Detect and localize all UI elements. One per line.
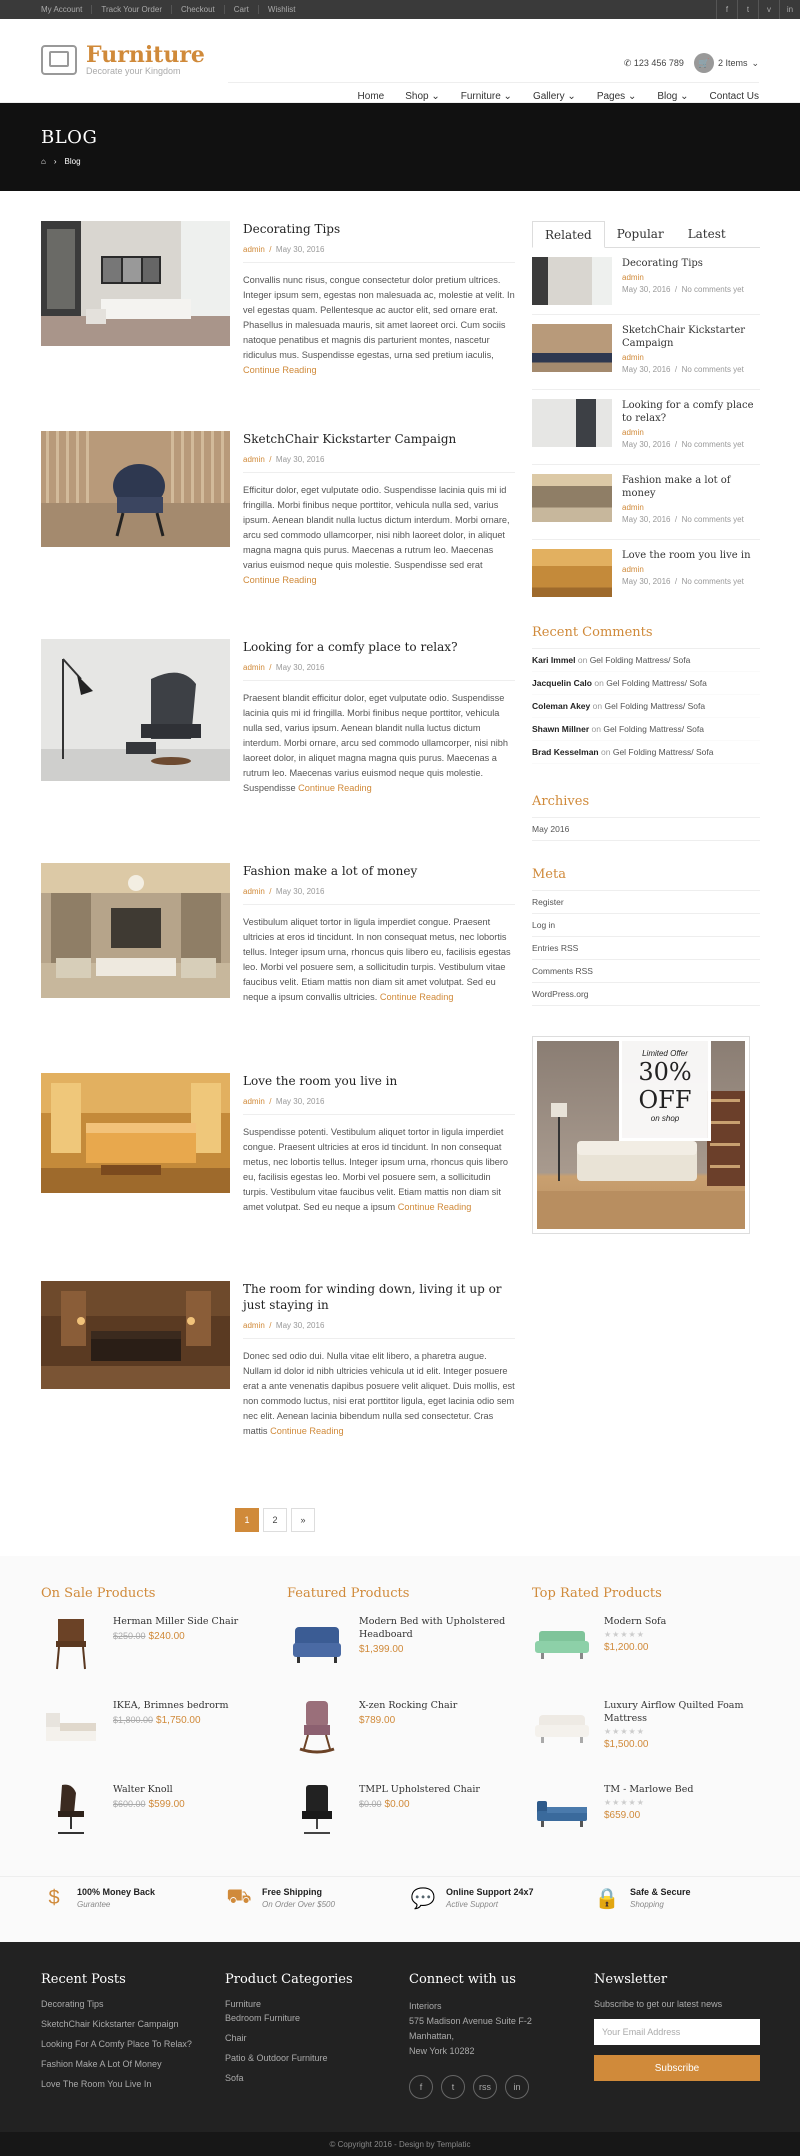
header-divider (228, 82, 759, 83)
comment-post-link[interactable]: Gel Folding Mattress/ Sofa (603, 724, 705, 734)
feature-sub: Shopping (630, 1900, 664, 1909)
post-date: May 30, 2016 (275, 245, 325, 254)
product-price (359, 1644, 515, 1655)
post-meta: admin / May 30, 2016 (243, 663, 515, 681)
breadcrumb-separator: › (53, 157, 57, 166)
post-meta: admin / May 30, 2016 (243, 1097, 515, 1115)
post-excerpt (243, 483, 515, 588)
chevron-down-icon: ⌄ (751, 57, 759, 68)
archive-link[interactable]: May 2016 (532, 818, 760, 841)
product-image[interactable] (287, 1783, 347, 1839)
related-post-comments: No comments yet (681, 285, 744, 294)
post-body (243, 1281, 515, 1439)
featured-title: Featured Products (287, 1586, 410, 1601)
register-link[interactable]: Register (532, 891, 760, 914)
address-line: Interiors (409, 2001, 442, 2011)
site-footer (0, 1942, 800, 2132)
product-old-price: $600.00 (113, 1799, 146, 1809)
related-post-thumbnail[interactable] (532, 549, 612, 597)
page-2-button[interactable]: 2 (263, 1508, 287, 1532)
related-post-comments: No comments yet (681, 365, 744, 374)
footer-newsletter (594, 1972, 764, 2081)
footer-post-link[interactable]: SketchChair Kickstarter Campaign (41, 2019, 179, 2029)
post-thumbnail[interactable] (41, 639, 230, 781)
footer-post-link[interactable]: Decorating Tips (41, 1999, 104, 2009)
feature-online-support (410, 1885, 534, 1911)
product-sale-price: $789.00 (359, 1715, 396, 1726)
post-thumbnail[interactable] (41, 431, 230, 547)
footer-post-link[interactable]: Looking For A Comfy Place To Relax? (41, 2039, 192, 2049)
product-old-price: $1,800.00 (113, 1715, 154, 1725)
phone-icon: ✆ (623, 57, 632, 68)
comment-on: on (591, 724, 601, 734)
continue-reading-link[interactable]: Continue Reading (397, 1202, 472, 1212)
nav-furniture-label: Furniture (460, 91, 501, 102)
footer-post-link[interactable]: Fashion Make A Lot Of Money (41, 2059, 162, 2069)
product-item[interactable] (287, 1615, 515, 1685)
product-sale-price: $1,750.00 (156, 1715, 201, 1726)
logo-tagline: Decorate your Kingdom (86, 66, 181, 76)
continue-reading-link[interactable]: Continue Reading (379, 992, 454, 1002)
related-post-comments: No comments yet (681, 577, 744, 586)
facebook-icon[interactable]: f (409, 2075, 433, 2099)
related-post-title[interactable]: SketchChair Kickstarter Campaign (622, 325, 746, 349)
top-links (41, 5, 304, 14)
nav-contact[interactable]: Contact Us (709, 91, 759, 102)
product-image[interactable] (41, 1699, 101, 1755)
products-section (0, 1556, 800, 1876)
post-meta: admin / May 30, 2016 (243, 455, 515, 473)
subscribe-button[interactable]: Subscribe (594, 2055, 760, 2081)
feature-sub: On Order Over $500 (262, 1900, 335, 1909)
top-bar (0, 0, 800, 19)
nav-pages[interactable]: Pages ⌄ (596, 91, 637, 102)
related-post[interactable] (532, 399, 760, 465)
breadcrumb-current: Blog (64, 157, 81, 166)
comment-on: on (592, 701, 603, 711)
comment-item (532, 741, 760, 764)
product-image[interactable] (287, 1615, 347, 1671)
post-excerpt (243, 273, 515, 378)
footer-connect-title: Connect with us (409, 1972, 516, 1987)
promo-banner[interactable] (532, 1036, 750, 1234)
phone-number: 123 456 789 (633, 57, 684, 68)
product-name[interactable]: IKEA, Brimnes bedrorm (113, 1700, 229, 1711)
related-post-meta: May 30, 2016 / No comments yet (622, 285, 744, 294)
product-old-price: $250.00 (113, 1631, 146, 1641)
post-excerpt (243, 691, 515, 796)
feature-title: Free Shipping (262, 1887, 323, 1897)
product-name[interactable]: TM - Marlowe Bed (604, 1784, 694, 1795)
related-post-meta: May 30, 2016 / No comments yet (622, 515, 744, 524)
product-sale-price: $599.00 (148, 1799, 185, 1810)
footer-categories (225, 1972, 395, 2093)
twitter-icon[interactable]: t (441, 2075, 465, 2099)
cart-button[interactable] (694, 53, 759, 73)
facebook-icon[interactable]: f (716, 0, 737, 19)
my-account-link[interactable]: My Account (41, 5, 92, 14)
feature-sub: Gurantee (77, 1900, 111, 1909)
post-date: May 30, 2016 (275, 1321, 325, 1330)
address-line: Manhattan, (409, 2031, 455, 2041)
home-icon[interactable]: ⌂ (41, 157, 46, 166)
address-line: 575 Madison Avenue Suite F-2 (409, 2016, 532, 2026)
vimeo-icon[interactable]: v (758, 0, 779, 19)
category-link[interactable]: Bedroom Furniture (225, 2013, 301, 2023)
post-body (243, 863, 515, 1005)
comment-post-link[interactable]: Gel Folding Mattress/ Sofa (604, 701, 706, 711)
newsletter-text: Subscribe to get our latest news (594, 1999, 723, 2009)
post-body (243, 221, 515, 378)
product-item[interactable] (287, 1783, 515, 1853)
footer-social (409, 2075, 579, 2099)
track-order-link[interactable]: Track Your Order (92, 5, 172, 14)
post-meta: admin / May 30, 2016 (243, 245, 515, 263)
post-title[interactable]: SketchChair Kickstarter Campaign (243, 432, 457, 446)
related-post[interactable] (532, 474, 760, 540)
truck-icon: ⛟ (226, 1885, 252, 1908)
product-price (604, 1810, 693, 1821)
continue-reading-link[interactable]: Continue Reading (298, 783, 372, 793)
nav-gallery-label: Gallery (532, 91, 565, 102)
product-price (359, 1715, 457, 1726)
rss-icon[interactable]: rss (473, 2075, 497, 2099)
post-excerpt-text: Praesent blandit efficitur dolor, eget vulputate odio. Suspendisse lacinia quis mi id fringilla. Morbi finibus neque porttitor, vehicula nulla sed, varius ipsum. Aenean blandit nulla luctus dictum interdum. Morbi ornare, arcu sed commodo ullamcorper, nisi nibh laoreet dolor, in aliquet magna magna quis purus. Maecenas a rutrum leo. Maecenas varius euismod neque quis molestie. Suspendisse (243, 693, 509, 793)
related-post-title[interactable]: Love the room you live in (622, 550, 751, 561)
product-sale-price: $1,200.00 (604, 1642, 649, 1653)
post-author[interactable]: admin (243, 455, 265, 464)
comment-author[interactable]: Brad Kesselman (532, 747, 599, 757)
post-date: May 30, 2016 (275, 887, 325, 896)
comment-author[interactable]: Shawn Millner (532, 724, 590, 734)
product-price (113, 1631, 238, 1642)
site-header (0, 19, 800, 103)
continue-reading-link[interactable]: Continue Reading (243, 575, 317, 585)
pagination (235, 1508, 315, 1532)
offer-box (619, 1041, 711, 1141)
address-line: New York 10282 (409, 2046, 475, 2056)
comment-post-link[interactable]: Gel Folding Mattress/ Sofa (606, 678, 707, 688)
post-excerpt-text: Vestibulum aliquet tortor in ligula imperdiet congue. Praesent ultricies at eros id tincidunt. In non consequat metus, nec lobortis tellus. Integer ipsum urna, rhoncus quis libero eu, facilisis egestas leo. Morbi vel posuere sem, a sollicitudin turpis. Vestibulum vitae faucibus velit. Etiam mattis non diam sit amet volutpat. Sed eu neque a ipsum convallis ultricies. (243, 917, 511, 1002)
product-old-price: $0.00 (359, 1799, 382, 1809)
related-post-comments: No comments yet (681, 440, 744, 449)
phone (624, 58, 684, 69)
cart-count: 2 Items (717, 58, 748, 68)
post-excerpt (243, 1349, 515, 1439)
main-content (0, 191, 800, 1541)
post-excerpt-text: Donec sed odio dui. Nulla vitae elit libero, a pharetra augue. Nullam id dolor id nibh ultricies vehicula ut id elit. Integer posuere erat a ante venenatis dapibus posuere velit aliquet. Duis mollis, est non commodo luctus, nisi erat porttitor ligula, eget lacinia odio sem nec elit. Aenean lacinia bibendum nulla sed consectetur. Cras mattis (243, 1351, 515, 1436)
comment-post-link[interactable]: Gel Folding Mattress/ Sofa (612, 747, 714, 757)
product-item[interactable] (41, 1783, 269, 1853)
main-nav (337, 91, 759, 102)
related-post-date: May 30, 2016 (622, 440, 671, 449)
featured-products (287, 1586, 515, 1853)
related-post-author[interactable]: admin (622, 428, 644, 437)
money-bag-icon: $ (48, 1886, 60, 1909)
comment-on: on (577, 655, 588, 665)
product-name[interactable]: X-zen Rocking Chair (359, 1700, 458, 1711)
copyright: © Copyright 2016 - Design by Templatic (0, 2132, 800, 2156)
related-post-thumbnail[interactable] (532, 257, 612, 305)
footer-post-link[interactable]: Love The Room You Live In (41, 2079, 152, 2089)
category-link[interactable]: Sofa (225, 2073, 244, 2083)
rating-stars: ★★★★★ (604, 1630, 645, 1639)
post-title[interactable]: The room for winding down, living it up or just staying in (243, 1282, 502, 1312)
product-sale-price: $0.00 (384, 1799, 410, 1810)
logo-name: Furniture (86, 42, 205, 68)
related-post-meta (622, 503, 760, 512)
comment-item (532, 718, 760, 741)
comment-item (532, 649, 760, 672)
on-sale-title: On Sale Products (41, 1586, 156, 1601)
feature-money-back (41, 1885, 155, 1911)
armchair-logo-icon (41, 45, 77, 75)
product-price (604, 1739, 760, 1750)
product-image[interactable] (532, 1783, 592, 1839)
offer-off: OFF (638, 1086, 692, 1114)
page-title: BLOG (41, 127, 98, 148)
product-image[interactable] (532, 1615, 592, 1671)
post-thumbnail[interactable] (41, 1281, 230, 1389)
post-meta: admin / May 30, 2016 (243, 887, 515, 905)
post-body (243, 1073, 515, 1215)
comment-item (532, 672, 760, 695)
post-author[interactable]: admin (243, 1321, 265, 1330)
comment-item (532, 695, 760, 718)
top-rated-title: Top Rated Products (532, 1586, 662, 1601)
category-link[interactable]: Furniture (225, 1999, 262, 2009)
linkedin-icon[interactable]: in (505, 2075, 529, 2099)
post-date: May 30, 2016 (275, 663, 325, 672)
post-body (243, 431, 515, 588)
feature-title: Safe & Secure (630, 1887, 691, 1897)
cart-icon: 🛒 (694, 53, 714, 73)
page-banner (0, 103, 800, 191)
continue-reading-link[interactable]: Continue Reading (243, 365, 317, 375)
feature-title: Online Support 24x7 (446, 1887, 534, 1897)
post-body (243, 639, 515, 796)
top-rated-products (532, 1586, 760, 1853)
linkedin-icon[interactable]: in (779, 0, 800, 19)
next-page-button[interactable]: » (291, 1508, 315, 1532)
post-author[interactable]: admin (243, 887, 265, 896)
nav-shop[interactable]: Shop ⌄ (405, 91, 440, 102)
post-author[interactable]: admin (243, 245, 265, 254)
related-post-meta: May 30, 2016 / No comments yet (622, 440, 744, 449)
related-post-title[interactable]: Looking for a comfy place to relax? (622, 400, 754, 424)
page-1-button[interactable]: 1 (235, 1508, 259, 1532)
related-post-title[interactable]: Decorating Tips (622, 258, 703, 269)
product-item[interactable] (532, 1783, 760, 1853)
product-item[interactable] (287, 1699, 515, 1769)
product-sale-price: $240.00 (148, 1631, 185, 1642)
related-post-date: May 30, 2016 (622, 365, 671, 374)
chat-icon: 💬 (410, 1887, 436, 1910)
product-item[interactable] (532, 1699, 760, 1769)
related-post-comments: No comments yet (681, 515, 744, 524)
related-post[interactable] (532, 324, 760, 390)
offer-percent: 30% (638, 1058, 692, 1086)
offer-shop: on shop (650, 1114, 680, 1123)
offer-small: Limited Offer (642, 1049, 688, 1058)
post-title[interactable]: Looking for a comfy place to relax? (243, 640, 458, 654)
wishlist-link[interactable]: Wishlist (267, 5, 296, 14)
product-item[interactable] (41, 1699, 269, 1769)
related-post-meta (622, 353, 760, 362)
related-post-meta: May 30, 2016 / No comments yet (622, 577, 744, 586)
product-item[interactable] (41, 1615, 269, 1685)
related-post-thumbnail[interactable] (532, 324, 612, 372)
tab-latest[interactable]: Latest (687, 227, 726, 241)
checkout-link[interactable]: Checkout (172, 5, 225, 14)
post-title[interactable]: Decorating Tips (243, 222, 341, 236)
related-post-date: May 30, 2016 (622, 285, 671, 294)
post-excerpt-text: Efficitur dolor, eget vulputate odio. Suspendisse lacinia quis mi id fringilla. Morbi finibus neque porttitor, vehicula nulla sed, varius ipsum. Aenean blandit nulla luctus dictum interdum. Morbi ornare, arcu sed commodo ullamcorper, nisi nibh laoreet dolor, in aliquet magna magna quis purus. Maecenas a rutrum leo. Maecenas varius euismod neque quis molestie. Suspendisse sed erat (243, 485, 510, 570)
product-image[interactable] (287, 1699, 347, 1755)
post-author[interactable]: admin (243, 663, 265, 672)
header-right (624, 53, 759, 73)
entries-rss-link[interactable]: Entries RSS (532, 937, 760, 960)
meta-title: Meta (532, 867, 760, 891)
tab-related[interactable]: Related (532, 221, 605, 248)
related-post-meta (622, 565, 751, 574)
product-sale-price: $659.00 (604, 1810, 641, 1821)
wordpress-link[interactable]: WordPress.org (532, 983, 760, 1006)
nav-blog[interactable]: Blog ⌄ (657, 91, 689, 102)
product-name[interactable]: Luxury Airflow Quilted Foam Mattress (604, 1700, 744, 1724)
product-name[interactable]: Walter Knoll (113, 1784, 173, 1795)
related-post-date: May 30, 2016 (622, 577, 671, 586)
nav-shop-label: Shop (405, 91, 429, 102)
feature-free-shipping (226, 1885, 335, 1911)
product-image[interactable] (41, 1615, 101, 1671)
post-excerpt (243, 915, 515, 1005)
post-excerpt-text: Suspendisse potenti. Vestibulum aliquet tortor in ligula imperdiet congue. Praesent ultricies at eros id tincidunt. In non consequat metus, nec lobortis tellus. Integer ipsum urna, rhoncus quis libero eu, facilisis egestas leo. Morbi vel posuere sem, a sollicitudin turpis. Vestibulum vitae faucibus velit. Etiam mattis non diam sit amet volutpat. Sed eu neque a ipsum (243, 1127, 509, 1212)
related-post[interactable] (532, 257, 760, 315)
footer-recent-posts-title: Recent Posts (41, 1972, 126, 1987)
post-thumbnail[interactable] (41, 221, 230, 346)
features-strip (0, 1876, 800, 1942)
feature-safe-secure (594, 1885, 691, 1911)
comment-author[interactable]: Coleman Akey (532, 701, 591, 711)
product-price (113, 1799, 185, 1810)
related-post-author[interactable]: admin (622, 503, 644, 512)
post-date: May 30, 2016 (275, 1097, 325, 1106)
related-post-author[interactable]: admin (622, 565, 644, 574)
post-author[interactable]: admin (243, 1097, 265, 1106)
product-sale-price: $1,399.00 (359, 1644, 404, 1655)
related-post-date: May 30, 2016 (622, 515, 671, 524)
related-post-author[interactable]: admin (622, 273, 644, 282)
comment-on: on (594, 678, 604, 688)
post-thumbnail[interactable] (41, 1073, 230, 1193)
nav-home[interactable]: Home (357, 91, 385, 102)
rating-stars: ★★★★★ (604, 1798, 645, 1807)
lock-icon: 🔒 (594, 1887, 620, 1910)
twitter-icon[interactable]: t (737, 0, 758, 19)
related-post[interactable] (532, 549, 760, 607)
comment-author[interactable]: Jacquelin Calo (532, 678, 592, 688)
nav-blog-label: Blog (657, 91, 678, 102)
promo-image (537, 1041, 745, 1229)
post-title[interactable]: Love the room you live in (243, 1074, 398, 1088)
comment-author[interactable]: Kari Immel (532, 655, 576, 665)
continue-reading-link[interactable]: Continue Reading (270, 1426, 344, 1436)
top-social (716, 0, 800, 19)
post-thumbnail[interactable] (41, 863, 230, 998)
related-post-meta (622, 273, 744, 282)
nav-gallery[interactable]: Gallery ⌄ (532, 91, 576, 102)
product-item[interactable] (532, 1615, 760, 1685)
product-image[interactable] (532, 1699, 592, 1755)
category-link[interactable]: Patio & Outdoor Furniture (225, 2053, 328, 2063)
footer-connect (409, 1972, 579, 2099)
archives-title: Archives (532, 794, 760, 818)
product-price (113, 1715, 228, 1726)
sidebar (532, 221, 760, 1234)
nav-pages-label: Pages (596, 91, 626, 102)
post-excerpt-text: Convallis nunc risus, congue consectetur dolor pretium ultrices. Integer ipsum sem, egestas non malesuada ac, molestie at velit. In vel egestas quam. Pellentesque ac auctor elit, sed ornare erat. Phasellus in malesuada mauris, sit amet laoreet orci. Cum sociis natoque penatibus et magnis dis parturient montes, nascetur ridiculus mus. Suspendisse egestas, urna sed pretium iaculis, (243, 275, 515, 360)
related-post-meta (622, 428, 760, 437)
tab-popular[interactable]: Popular (616, 227, 664, 241)
product-price (604, 1642, 666, 1653)
footer-categories-title: Product Categories (225, 1972, 353, 1987)
product-price (359, 1799, 480, 1810)
comment-on: on (601, 747, 611, 757)
product-sale-price: $1,500.00 (604, 1739, 649, 1750)
comments-rss-link[interactable]: Comments RSS (532, 960, 760, 983)
email-field[interactable]: Your Email Address (594, 2019, 760, 2045)
login-link[interactable]: Log in (532, 914, 760, 937)
related-post-title[interactable]: Fashion make a lot of money (622, 475, 731, 499)
nav-furniture[interactable]: Furniture ⌄ (460, 91, 512, 102)
newsletter-title: Newsletter (594, 1972, 668, 1987)
related-post-author[interactable]: admin (622, 353, 644, 362)
product-image[interactable] (41, 1783, 101, 1839)
cart-link[interactable]: Cart (225, 5, 259, 14)
related-post-thumbnail[interactable] (532, 399, 612, 447)
breadcrumb (41, 157, 759, 166)
feature-sub: Active Support (446, 1900, 499, 1909)
product-name[interactable]: TMPL Upholstered Chair (359, 1784, 480, 1795)
product-name[interactable]: Modern Sofa (604, 1616, 667, 1627)
rating-stars: ★★★★★ (604, 1727, 645, 1736)
recent-comments-title: Recent Comments (532, 625, 760, 649)
post-tabs (532, 221, 760, 248)
post-meta: admin / May 30, 2016 (243, 1321, 515, 1339)
logo[interactable] (41, 44, 205, 76)
comment-post-link[interactable]: Gel Folding Mattress/ Sofa (589, 655, 691, 665)
footer-recent-posts (41, 1972, 211, 2099)
category-link[interactable]: Chair (225, 2033, 247, 2043)
related-post-thumbnail[interactable] (532, 474, 612, 522)
on-sale-products (41, 1586, 269, 1853)
post-date: May 30, 2016 (275, 455, 325, 464)
product-name[interactable]: Herman Miller Side Chair (113, 1616, 239, 1627)
related-post-meta: May 30, 2016 / No comments yet (622, 365, 744, 374)
post-excerpt (243, 1125, 515, 1215)
feature-title: 100% Money Back (77, 1887, 156, 1897)
product-name[interactable]: Modern Bed with Upholstered Headboard (359, 1616, 506, 1640)
post-title[interactable]: Fashion make a lot of money (243, 864, 418, 878)
